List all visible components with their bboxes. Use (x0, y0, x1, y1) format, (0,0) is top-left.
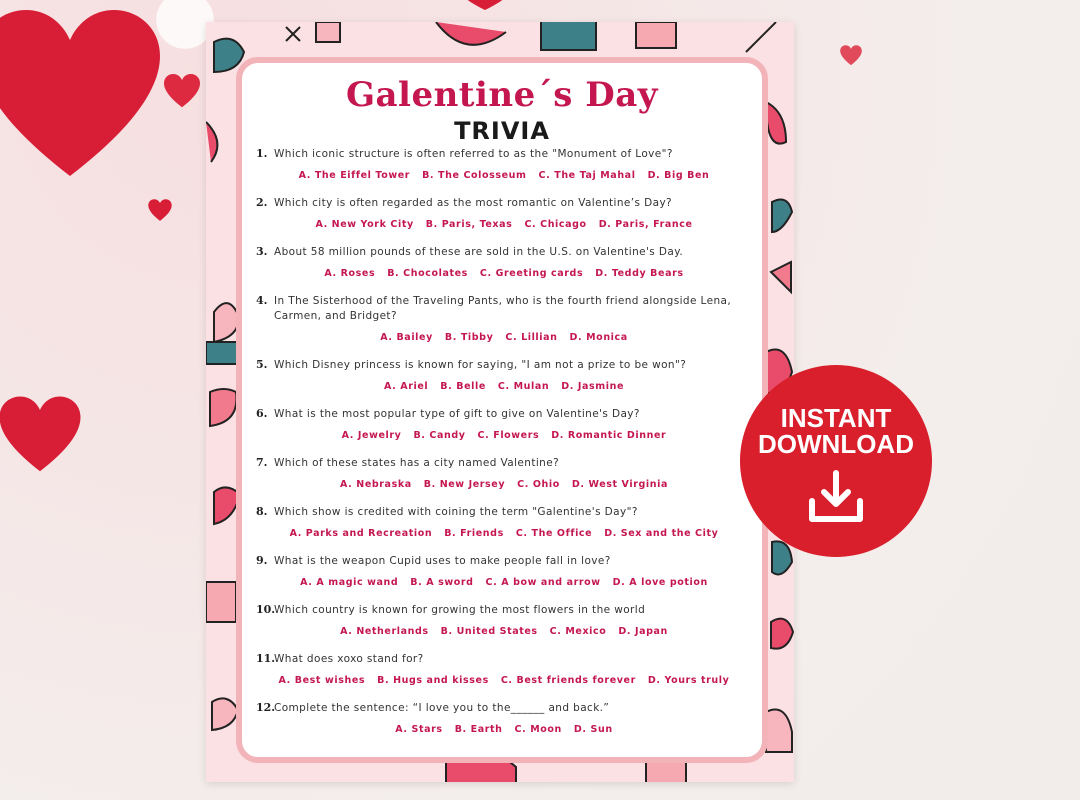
answer-option: B. Hugs and kisses (377, 675, 489, 686)
answer-option: D. A love potion (612, 577, 708, 588)
question-item (256, 505, 752, 554)
instant-download-badge[interactable] (740, 365, 932, 557)
answer-option: C. Lillian (505, 332, 558, 343)
answer-option: D. Japan (618, 626, 668, 637)
trivia-sheet (206, 22, 794, 782)
answer-option: C. Moon (514, 724, 562, 735)
answer-option: A. Netherlands (340, 626, 429, 637)
heart-decoration-icon (145, 198, 175, 224)
question-number: 10. (256, 603, 276, 616)
heart-decoration-icon (838, 44, 864, 68)
answer-options (256, 268, 752, 279)
page-title: Galentine´s Day (345, 75, 659, 115)
question-item (256, 196, 752, 245)
answer-option: C. Mexico (549, 626, 607, 637)
answer-option: B. Belle (440, 381, 486, 392)
question-text: In The Sisterhood of the Traveling Pants, who is the fourth friend alongside Lena, Carmen, and Bridget? (274, 295, 732, 322)
answer-option: D. Paris, France (598, 219, 693, 230)
question-number: 8. (256, 505, 268, 518)
answer-options (256, 479, 752, 490)
question-item (256, 456, 752, 505)
question-number: 1. (256, 147, 268, 160)
answer-options (256, 577, 752, 588)
answer-options (256, 219, 752, 230)
answer-options (256, 675, 752, 686)
answer-option: B. The Colosseum (422, 170, 527, 181)
question-text: Which country is known for growing the most flowers in the world (274, 604, 646, 616)
answer-option: A. Jewelry (341, 430, 402, 441)
answer-option: A. Bailey (380, 332, 433, 343)
page-subtitle: TRIVIA (454, 117, 550, 145)
badge-line-1: INSTANT (780, 403, 892, 433)
answer-option: A. Nebraska (340, 479, 412, 490)
answer-option: B. United States (440, 626, 538, 637)
answer-option: D. Monica (569, 332, 628, 343)
question-item (256, 554, 752, 603)
answer-option: C. Best friends forever (500, 675, 636, 686)
question-item (256, 603, 752, 652)
answer-option: A. Roses (324, 268, 376, 279)
question-item (256, 294, 752, 358)
question-text: Which iconic structure is often referred to as the "Monument of Love"? (274, 148, 673, 160)
question-number: 4. (256, 294, 268, 307)
question-number: 7. (256, 456, 268, 469)
answer-option: A. A magic wand (300, 577, 399, 588)
answer-option: C. Greeting cards (479, 268, 584, 279)
answer-option: D. Sun (573, 724, 613, 735)
question-number: 2. (256, 196, 268, 209)
answer-option: B. A sword (410, 577, 474, 588)
question-number: 12. (256, 701, 276, 714)
answer-option: D. West Virginia (571, 479, 668, 490)
question-text: Which show is credited with coining the term "Galentine's Day"? (274, 506, 638, 518)
question-number: 9. (256, 554, 268, 567)
answer-option: C. The Taj Mahal (538, 170, 636, 181)
badge-line-2: DOWNLOAD (758, 429, 914, 459)
answer-options (256, 528, 752, 539)
answer-option: A. Stars (395, 724, 443, 735)
answer-option: A. New York City (315, 219, 414, 230)
answer-option: D. Yours truly (647, 675, 730, 686)
answer-option: C. A bow and arrow (485, 577, 601, 588)
answer-option: A. Parks and Recreation (289, 528, 433, 539)
answer-option: B. Earth (454, 724, 503, 735)
question-number: 6. (256, 407, 268, 420)
question-item (256, 147, 752, 196)
answer-option: D. Sex and the City (604, 528, 719, 539)
question-text: What does xoxo stand for? (274, 653, 424, 665)
answer-option: C. Chicago (524, 219, 587, 230)
question-text: Complete the sentence: “I love you to the______ and back.” (274, 702, 610, 714)
question-number: 3. (256, 245, 268, 258)
question-text: Which of these states has a city named Valentine? (274, 457, 560, 469)
answer-option: C. Mulan (497, 381, 550, 392)
answer-options (256, 332, 752, 343)
answer-options (256, 724, 752, 735)
answer-option: B. Friends (444, 528, 504, 539)
answer-option: A. The Eiffel Tower (298, 170, 411, 181)
answer-options (256, 626, 752, 637)
answer-option: C. Ohio (517, 479, 560, 490)
question-item (256, 245, 752, 294)
question-text: About 58 million pounds of these are sold in the U.S. on Valentine's Day. (274, 246, 684, 258)
answer-options (256, 381, 752, 392)
question-text: Which city is often regarded as the most romantic on Valentine’s Day? (274, 197, 673, 209)
answer-option: D. Teddy Bears (595, 268, 684, 279)
answer-option: D. Big Ben (647, 170, 710, 181)
answer-option: D. Jasmine (561, 381, 624, 392)
answer-option: A. Best wishes (278, 675, 366, 686)
answer-options (256, 170, 752, 181)
answer-options (256, 430, 752, 441)
answer-option: B. Candy (413, 430, 466, 441)
question-text: What is the most popular type of gift to give on Valentine's Day? (274, 408, 640, 420)
trivia-card (236, 57, 768, 763)
question-text: What is the weapon Cupid uses to make people fall in love? (274, 555, 611, 567)
question-item (256, 358, 752, 407)
answer-option: B. Tibby (444, 332, 494, 343)
heart-decoration-icon (0, 392, 85, 482)
question-text: Which Disney princess is known for saying, "I am not a prize to be won"? (274, 359, 687, 371)
question-item (256, 407, 752, 456)
question-item (256, 652, 752, 701)
answer-option: A. Ariel (384, 381, 429, 392)
answer-option: D. Romantic Dinner (551, 430, 667, 441)
download-icon (806, 469, 866, 525)
answer-option: C. The Office (515, 528, 593, 539)
answer-option: B. New Jersey (423, 479, 506, 490)
answer-option: C. Flowers (477, 430, 540, 441)
answer-option: B. Chocolates (387, 268, 468, 279)
question-number: 5. (256, 358, 268, 371)
question-number: 11. (256, 652, 276, 665)
heart-decoration-icon (460, 0, 510, 12)
question-item (256, 701, 752, 750)
answer-option: B. Paris, Texas (425, 219, 513, 230)
heart-decoration-icon (160, 72, 204, 112)
